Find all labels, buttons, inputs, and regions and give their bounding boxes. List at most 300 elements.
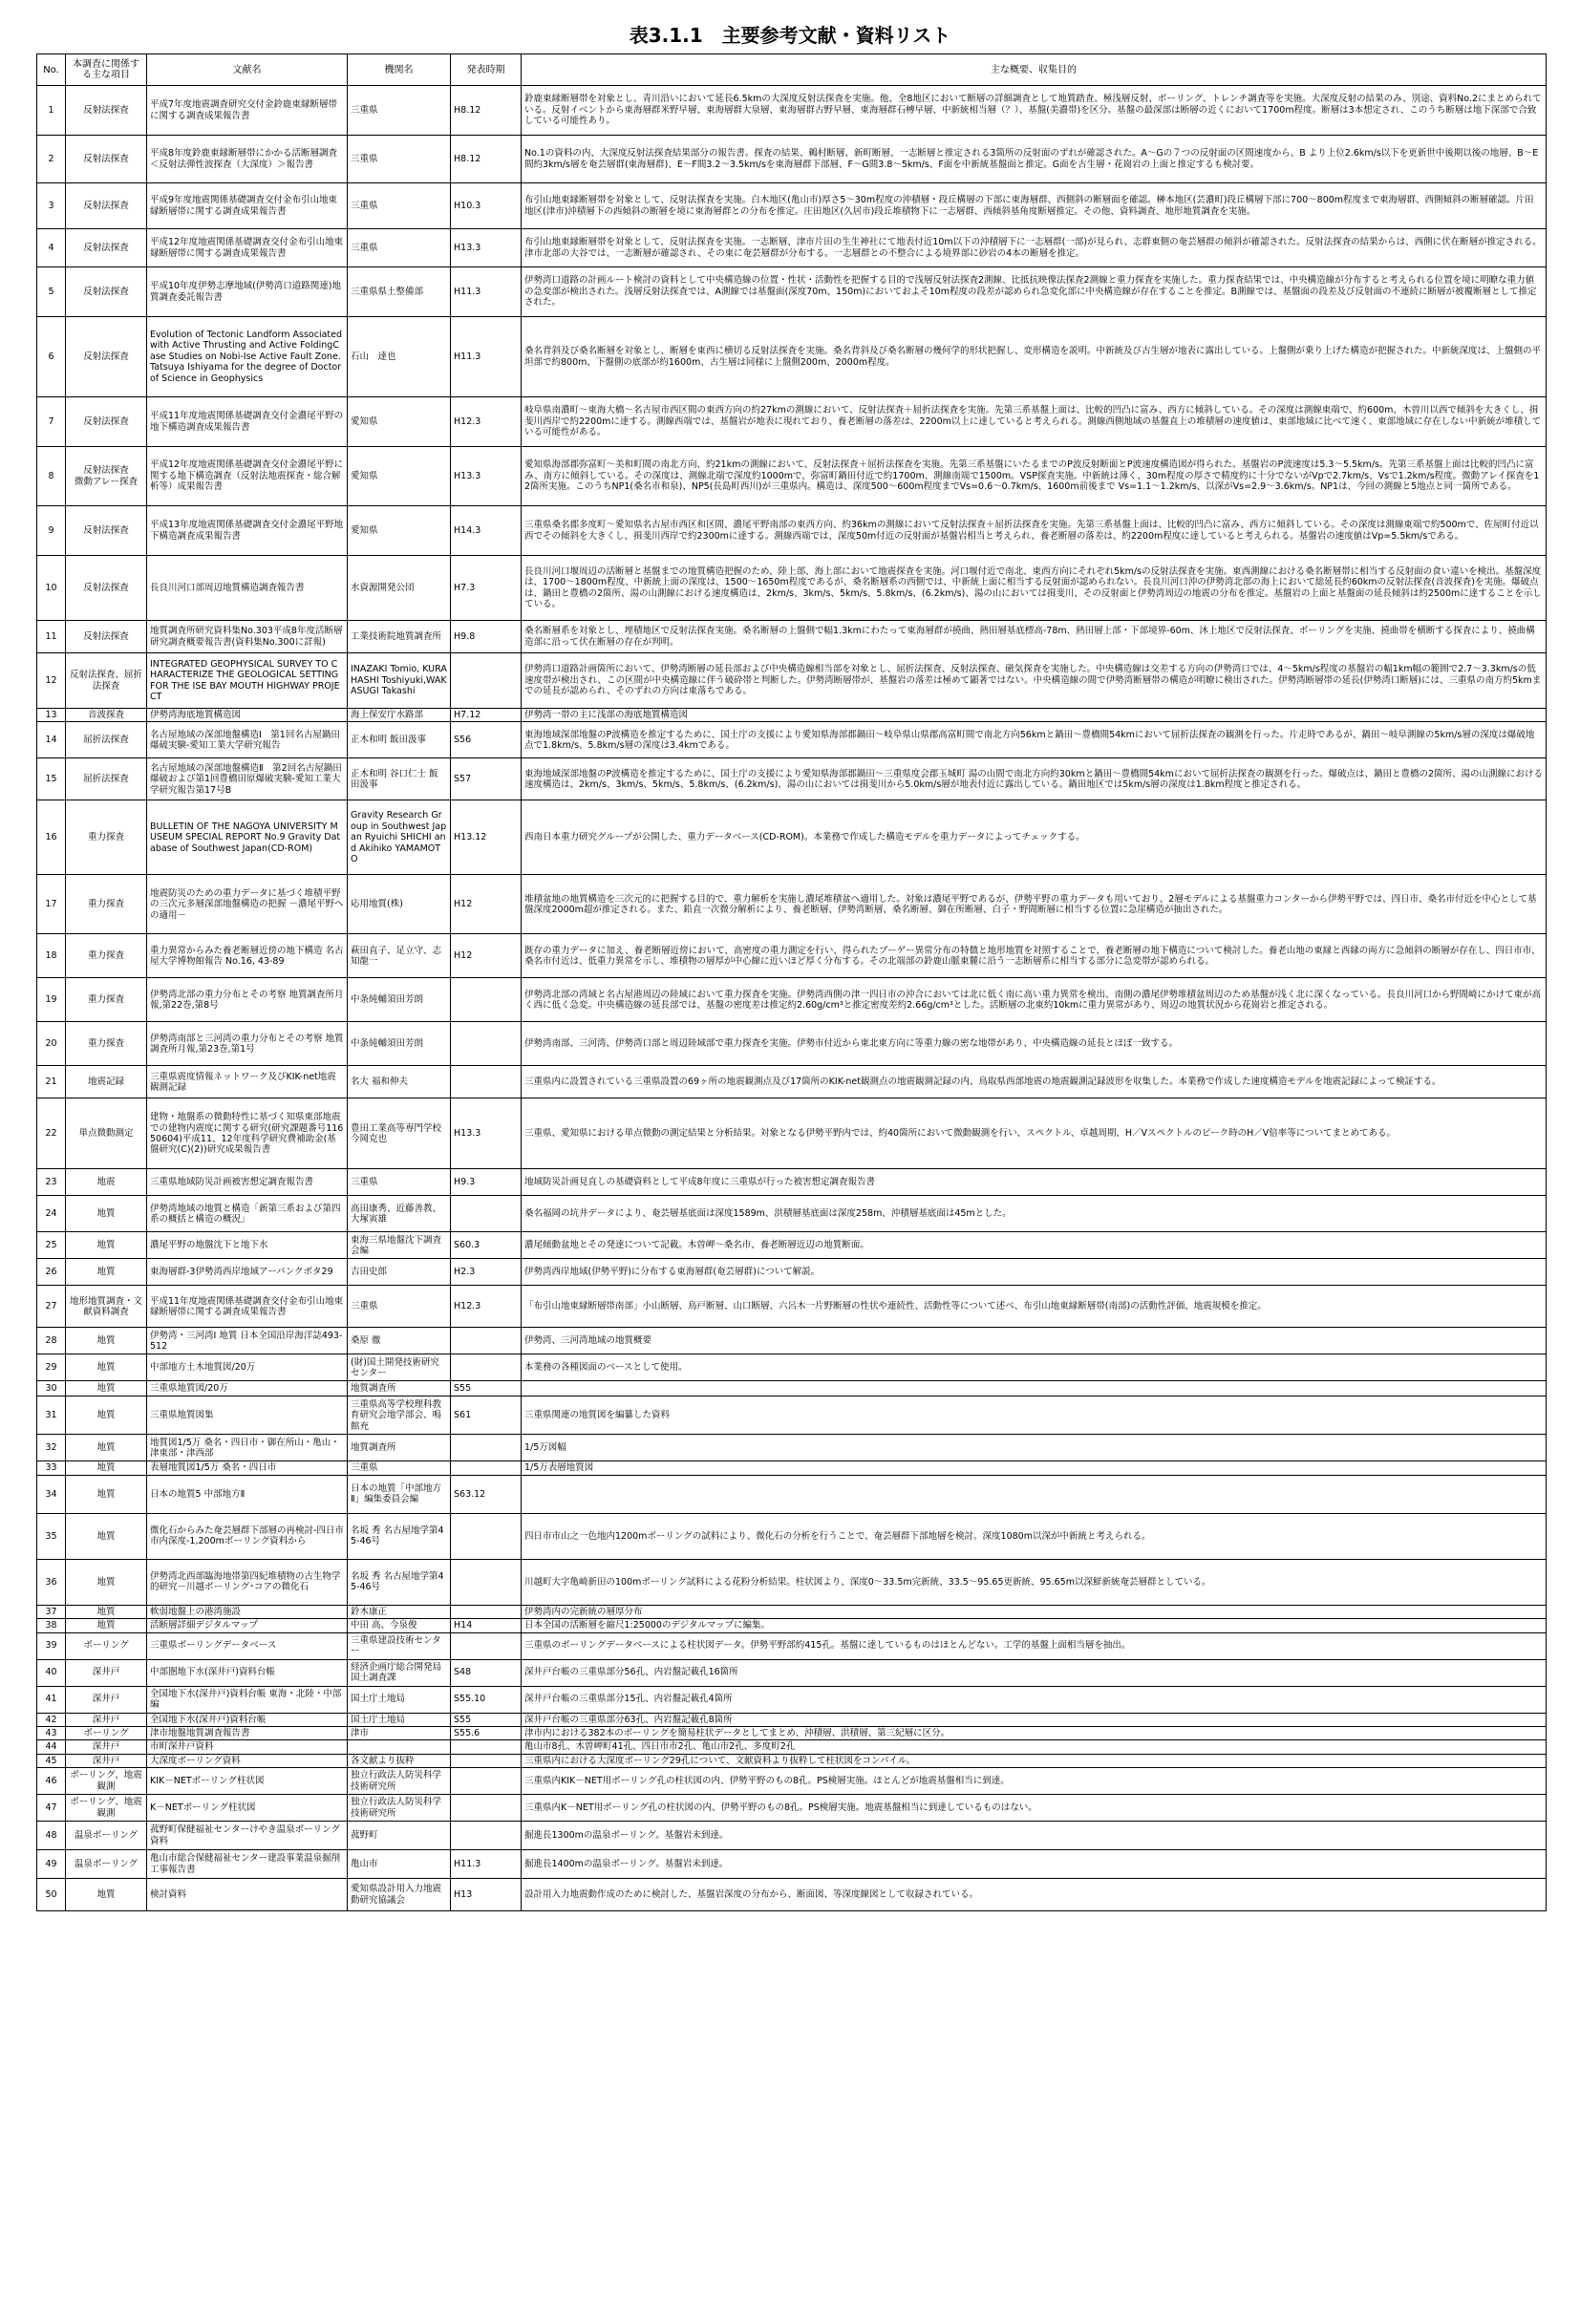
row-period [451,1559,522,1605]
table-row [37,1435,1547,1461]
row-no: 46 [37,1768,66,1795]
row-document: 平成11年度地震関係基礎調査交付金布引山地東縁断層帯に関する調査成果報告書 [147,1286,348,1328]
row-period: H12 [451,934,522,978]
row-period [451,1632,522,1659]
row-period [451,1066,522,1098]
row-period [451,1513,522,1559]
row-summary: 三重県、愛知県における単点微動の測定結果と分析結果。対象となる伊勢平野内では、約40箇所において微動観測を行い、スペクトル、卓越周期、H／Vスペクトルのピーク時のH／V倍率等についてまとめてある。 [522,1098,1547,1169]
table-row [37,621,1547,653]
row-item: 地質 [66,1475,147,1513]
row-summary: 日本全国の活断層を縮尺1:25000のデジタルマップに編集。 [522,1619,1547,1632]
row-period: H12.3 [451,397,522,447]
row-period: H10.3 [451,183,522,229]
row-item: 深井戸 [66,1659,147,1686]
row-summary: 伊勢湾内の完新統の層厚分布 [522,1605,1547,1618]
table-row [37,1232,1547,1259]
row-period: H11.3 [451,1850,522,1879]
table-row [37,709,1547,722]
row-organization: 応用地質(株) [348,875,451,934]
row-item: 地質 [66,1513,147,1559]
row-no: 43 [37,1727,66,1740]
row-summary: 津市内における382本のボーリングを簡易柱状データとしてまとめ、沖積層、洪積層、第三紀層に区分。 [522,1727,1547,1740]
row-summary: 伊勢湾一帯の主に浅部の海底地質構造図 [522,709,1547,722]
row-no: 32 [37,1435,66,1461]
row-organization: 名大 福和伸夫 [348,1066,451,1098]
row-period: H9.3 [451,1169,522,1196]
table-row [37,1605,1547,1618]
row-document: 平成11年度地震関係基礎調査交付金濃尾平野の地下構造調査成果報告書 [147,397,348,447]
row-document: 市町深井戸資料 [147,1740,348,1754]
row-item: 地質 [66,1605,147,1618]
row-document: 伊勢湾北部の重力分布とその考察 地質調査所月報,第22巻,第8号 [147,978,348,1022]
header-organization: 機関名 [348,54,451,86]
row-organization: Gravity Research Group in Southwest Japan Ryuichi SHICHI and Akihiko YAMAMOTO [348,800,451,875]
row-no: 16 [37,800,66,875]
row-organization: 萩田直子、足立守、志知龍一 [348,934,451,978]
row-item: 地震記録 [66,1066,147,1098]
row-item: 地震 [66,1169,147,1196]
row-organization: 三重県 [348,1286,451,1328]
row-organization: 桑原 徹 [348,1328,451,1354]
row-document: Evolution of Tectonic Landform Associated with Active Thrusting and Active FoldingCase Studies on Nobi-Ise Active Fault Zone. Tatsuya Ishiyama for the degree of Doctor of Science in Geophysics [147,317,348,397]
row-organization: 独立行政法人防災科学技術研究所 [348,1768,451,1795]
row-summary: 布引山地東縁断層帯を対象として、反射法探査を実施。白木地区(亀山市)厚さ5～30m程度の沖積層・段丘構層の下部に東海層群、西側斜の断層面を確認。榊本地区(芸濃町)段丘構層下部に700～800m程度まで東海層群、西側傾斜の断層確認。片田地区(津市)沖積層下の西傾斜の断層を境に東海層群との分布を推定。庄田地区(久居市)段丘堆積物下に一志層群、西傾斜基角度断層推定。その他、資料調査、地形地質調査を実施。 [522,183,1547,229]
table-row [37,1354,1547,1381]
row-item: 重力探査 [66,1022,147,1066]
header-period: 発表時期 [451,54,522,86]
row-organization: 三重県 [348,1461,451,1475]
row-organization: 三重県県土整備部 [348,267,451,317]
row-period: H7.3 [451,556,522,621]
row-no: 17 [37,875,66,934]
row-document: 伊勢湾地域の地質と構造「新第三系および第四系の概括と構造の概況」 [147,1196,348,1232]
table-row [37,1740,1547,1754]
row-document: 東海層群-3伊勢湾西岸地域アーバンクボタ29 [147,1259,348,1286]
row-no: 4 [37,229,66,267]
row-period: H11.3 [451,267,522,317]
row-summary: 「布引山地東縁断層帯南部」小山断層、鳥戸断層、山口断層、六呂木一片野断層の性状や連続性、活動性等について述べ、布引山地東縁断層帯(南部)の活動性評価、地震規模を推定。 [522,1286,1547,1328]
row-item: 地質 [66,1381,147,1397]
table-row [37,229,1547,267]
table-row [37,1397,1547,1435]
row-summary: 西南日本重力研究グループが公開した、重力データベース(CD-ROM)。本業務で作成した構造モデルを重力データによってチェックする。 [522,800,1547,875]
row-document: BULLETIN OF THE NAGOYA UNIVERSITY MUSEUM SPECIAL REPORT No.9 Gravity Database of Southwest Japan(CD-ROM) [147,800,348,875]
row-item: 反射法探査 [66,397,147,447]
row-no: 19 [37,978,66,1022]
table-row [37,653,1547,709]
row-organization: 東海三県地盤沈下調査会編 [348,1232,451,1259]
row-item: 屈折法探査 [66,758,147,800]
row-period: H13 [451,1879,522,1911]
row-no: 20 [37,1022,66,1066]
row-summary: 既存の重力データに加え、養老断層近傍において、高密度の重力測定を行い、得られたブーゲー異常分布の特徴と地形地質を対照することで、養老断層の地下構造について検討した。養老山地の東縁と西縁の両方に急傾斜の断層が存在し、四日市市、桑名市付近は、低重力異常を示し、堆積物の層厚が中心線に近いほど厚く分布する。その北端部の鈴鹿山脈東麓に沿う一志断層系に相当する部分に急変帯が認められる。 [522,934,1547,978]
row-period [451,1196,522,1232]
row-item: 地質 [66,1619,147,1632]
row-period [451,1768,522,1795]
row-item: 反射法探査 [66,229,147,267]
row-document: 平成13年度地震関係基礎調査交付金濃尾平野地下構造調査成果報告書 [147,506,348,556]
row-no: 2 [37,136,66,183]
row-no: 1 [37,86,66,136]
row-organization: 名坂 秀 名古屋地学第45-46号 [348,1559,451,1605]
row-summary: 桑名福岡の坑井データにより、奄芸層基底面は深度1589m、洪積層基底面は深度258m、沖積層基底面は45mとした。 [522,1196,1547,1232]
row-organization: 三重県高等学校理科教育研究会地学部会、鳴館充 [348,1397,451,1435]
row-no: 49 [37,1850,66,1879]
row-no: 11 [37,621,66,653]
row-organization: 津市 [348,1727,451,1740]
table-row [37,1632,1547,1659]
row-summary: 伊勢湾西岸地域(伊勢平野)に分布する東海層群(奄芸層群)について解説。 [522,1259,1547,1286]
row-summary: 1/5万表層地質図 [522,1461,1547,1475]
table-row [37,397,1547,447]
table-row [37,1066,1547,1098]
row-summary: 川越町大字亀崎新田の100mボーリング試料による花粉分析結果。柱状図より、深度0～33.5m完新統、33.5～95.65更新統、95.65m以深鮮新統奄芸層群としている。 [522,1559,1547,1605]
row-item: 地質 [66,1259,147,1286]
row-period: H13.12 [451,800,522,875]
row-item: 温泉ボーリング [66,1850,147,1879]
row-summary: 深井戸台帳の三重県部分63孔、内岩盤記載孔8箇所 [522,1713,1547,1726]
row-document: 名古屋地域の深部地盤構造Ⅰ 第1回名古屋鍋田爆破実験-愛知工業大学研究報告 [147,722,348,758]
row-summary: 東海地域深部地盤のP波構造を推定するために、国土庁の支援により愛知県海部郡鍋田～岐阜県山県郡高富町間で南北方向56kmと鍋田～豊橋間54kmにおいて屈折法探査の観測を行った。片走時であるが、鍋田～岐阜測線の5km/s層の深度は爆破地点で1.8km/s、5.8km/s層の深度は3.4kmである。 [522,722,1547,758]
row-no: 36 [37,1559,66,1605]
row-no: 48 [37,1822,66,1850]
row-no: 37 [37,1605,66,1618]
row-no: 26 [37,1259,66,1286]
row-period: S55.6 [451,1727,522,1740]
row-item: 地質 [66,1559,147,1605]
row-period [451,653,522,709]
row-document: 名古屋地域の深部地盤構造Ⅱ 第2回名古屋鍋田爆破および第1回豊橋田原爆破実験-愛知工業大学研究報告第17号B [147,758,348,800]
row-document: 建物・地盤系の微動特性に基づく知県東部地震での建物内震度に関する研究(研究課題番号11650604)平成11、12年度科学研究費補助金(基盤研究(C)(2))研究成果報告書 [147,1098,348,1169]
row-document: 中部地方土木地質図/20万 [147,1354,348,1381]
row-summary: 本業務の各種図面のベースとして使用。 [522,1354,1547,1381]
reference-table [36,53,1547,1911]
row-organization: 石山 達也 [348,317,451,397]
table-row [37,1754,1547,1767]
row-item: 反射法探査、屈折法探査 [66,653,147,709]
row-document: KIK－NETボーリング柱状図 [147,1768,348,1795]
row-period: S57 [451,758,522,800]
row-no: 15 [37,758,66,800]
row-organization: 愛知県設計用入力地震動研究協議会 [348,1879,451,1911]
row-period: H13.3 [451,1098,522,1169]
table-row [37,722,1547,758]
row-summary: 桑名断層系を対象とし、埋積地区で反射法探査実施。桑名断層の上盤側で幅1.3kmにわたって東海層群が撓曲、熱田層基底標高-78m、熱田層上部・下部境界-60m、沐上地区で反射法探査、ボーリングを実施、撓曲帯を横断する探査により、撓曲構造部に沿って伏在断層の存在が判明。 [522,621,1547,653]
row-organization: 日本の地質「中部地方Ⅱ」編集委員会編 [348,1475,451,1513]
row-document: 平成12年度地震関係基礎調査交付金濃尾平野に関する地下構造調査（反射法地震探査・総合解析等）成果報告書 [147,447,348,506]
row-document: 濃尾平野の地盤沈下と地下水 [147,1232,348,1259]
row-no: 7 [37,397,66,447]
table-row [37,1768,1547,1795]
row-summary: 伊勢湾、三河湾地域の地質概要 [522,1328,1547,1354]
row-no: 31 [37,1397,66,1435]
table-row [37,1713,1547,1726]
document-title: 表3.1.1 主要参考文献・資料リスト [629,24,951,47]
row-organization: 愛知県 [348,397,451,447]
row-item: 深井戸 [66,1686,147,1713]
table-row [37,1559,1547,1605]
table-row [37,1659,1547,1686]
row-no: 50 [37,1879,66,1911]
row-organization: 水資源開発公団 [348,556,451,621]
row-document: 三重県地質図集 [147,1397,348,1435]
row-item: 重力探査 [66,875,147,934]
row-organization: INAZAKI Tomio, KURAHASHI Toshiyuki,WAKASUGI Takashi [348,653,451,709]
row-no: 47 [37,1795,66,1822]
row-summary [522,1475,1547,1513]
table-row [37,86,1547,136]
row-document: 検討資料 [147,1879,348,1911]
header-summary: 主な概要、収集目的 [522,54,1547,86]
table-row [37,934,1547,978]
row-summary: 三重県内における大深度ボーリング29孔について、文献資料より抜粋して柱状図をコンパイル。 [522,1754,1547,1767]
row-period: H13.3 [451,447,522,506]
row-no: 30 [37,1381,66,1397]
row-period: S55.10 [451,1686,522,1713]
row-document: 平成12年度地震関係基礎調査交付金布引山地東縁断層帯に関する調査成果報告書 [147,229,348,267]
row-summary: 三重県のボーリングデータベースによる柱状図データ。伊勢平野部約415孔。基盤に達しているものはほとんどない。工学的基盤上面相当層を抽出。 [522,1632,1547,1659]
row-document: 津市地盤地質調査報告書 [147,1727,348,1740]
table-row [37,758,1547,800]
row-item: 深井戸 [66,1754,147,1767]
row-document: 伊勢湾南部と三河湾の重力分布とその考察 地質調査所月報,第23巻,第1号 [147,1022,348,1066]
row-no: 21 [37,1066,66,1098]
table-row [37,1879,1547,1911]
row-document: 平成9年度地震関係基礎調査交付金布引山地東縁断層帯に関する調査成果報告書 [147,183,348,229]
row-no: 14 [37,722,66,758]
row-period: H12 [451,875,522,934]
row-organization: 三重県建設技術センター [348,1632,451,1659]
row-no: 8 [37,447,66,506]
row-document: 長良川河口部周辺地質構造調査報告書 [147,556,348,621]
table-body [37,86,1547,1911]
row-item: 地質 [66,1196,147,1232]
row-organization: 中条純輔須田芳朗 [348,1022,451,1066]
row-item: 反射法探査 [66,183,147,229]
row-summary: 長良川河口堰周辺の活断層と基盤までの地質構造把握のため、陸上部、海上部において地震探査を実施。河口堰付近で南北、東西方向にそれぞれ5km/sの反射法探査を実施。東西測線における桑名断層帯に相当する反射面の食い違いを検出。基盤深度は、1700～1800m程度、中新統上面の深度は、1500～1650m程度であるが、桑名断層系の西側では、中新統上面に相当する反射面が認められない。長良川河口沖の伊勢湾北部の海上において総延長約60kmの反射法探査(音波探査)を実施。爆破点は、鍋田と豊橋の2箇所、湯の山測線における速度構造は、2km/s、3km/s、5km/s、5.8km/s、(6.2km/s)、湯の山においては揖斐川、その反射面と伊勢湾周辺の地震の分布を推定。基盤岩の上面と基盤面の延長傾斜は約2500mに達することを示している。 [522,556,1547,621]
row-summary: 1/5万図幅 [522,1435,1547,1461]
row-organization: 中条純輔須田芳朗 [348,978,451,1022]
row-no: 41 [37,1686,66,1713]
row-document: 地震防災のための重力データに基づく堆積平野の三次元多層深部地盤構造の把握 －濃尾平野への適用－ [147,875,348,934]
row-summary: 四日市市山之一色地内1200mボーリングの試料により、微化石の分析を行うことで、奄芸層群下部地層を検討。深度1080m以深が中新統と考えられる。 [522,1513,1547,1559]
row-no: 10 [37,556,66,621]
row-item: 地質 [66,1879,147,1911]
table-row [37,1727,1547,1740]
row-summary: 設計用入力地震動作成のために検討した、基盤岩深度の分布から、断面図、等深度線図として収録されている。 [522,1879,1547,1911]
row-period: S60.3 [451,1232,522,1259]
row-document: 日本の地質5 中部地方Ⅱ [147,1475,348,1513]
row-document: 地質調査所研究資料集No.303平成8年度活断層研究調査概要報告書(資料集No.300に詳報) [147,621,348,653]
row-summary: 三重県内K－NET用ボーリング孔の柱状図の内、伊勢平野のもの8孔。PS検層実施。地震基盤相当に到達しているものはない。 [522,1795,1547,1822]
row-no: 40 [37,1659,66,1686]
row-summary: 桑名背斜及び桑名断層を対象とし、断層を東西に横切る反射法探査を実施。桑名背斜及び桑名断層の幾何学的形状把握し、変形構造を説明。中新統及び古生層が地表に露出している。上盤側が乗り上げた構造が把握された。中新統深度は、上盤側の平坦部で約800m、下盤側の底部が約1600m、古生層は同様に上盤側200m、2000m程度。 [522,317,1547,397]
row-document: 活断層詳細デジタルマップ [147,1619,348,1632]
table-row [37,136,1547,183]
row-item: ボーリング [66,1727,147,1740]
row-organization: 国土庁土地局 [348,1686,451,1713]
row-no: 6 [37,317,66,397]
row-item: 反射法探査 [66,621,147,653]
row-period: S61 [451,1397,522,1435]
row-document: 三重県地質図/20万 [147,1381,348,1397]
table-row [37,1022,1547,1066]
row-document: 微化石からみた奄芸層群下部層の再検討-四日市市内深度-1,200mボーリング資料から [147,1513,348,1559]
row-period: H9.8 [451,621,522,653]
row-document: 地質図1/5万 桑名・四日市・御在所山・亀山・津東部・津西部 [147,1435,348,1461]
row-summary: 掘進長1300mの温泉ボーリング。基盤岩未到達。 [522,1822,1547,1850]
row-document: 全国地下水(深井戸)資料台帳 [147,1713,348,1726]
row-no: 45 [37,1754,66,1767]
row-no: 39 [37,1632,66,1659]
row-item: 重力探査 [66,934,147,978]
row-summary: 三重県内KIK－NET用ボーリング孔の柱状図の内、伊勢平野のもの8孔。PS検層実施。ほとんどが地震基盤相当に到達。 [522,1768,1547,1795]
row-no: 28 [37,1328,66,1354]
row-summary: 伊勢湾南部、三河湾、伊勢湾口部と周辺陸域部で重力探査を実施。伊勢市付近から東北東方向に等重力線の密な地帯があり、中央構造線の延長とほぼ一致する。 [522,1022,1547,1066]
row-no: 29 [37,1354,66,1381]
table-row [37,1850,1547,1879]
row-organization: 愛知県 [348,447,451,506]
row-period: H2.3 [451,1259,522,1286]
row-item: 地質 [66,1435,147,1461]
row-item: 屈折法探査 [66,722,147,758]
row-no: 9 [37,506,66,556]
row-period [451,1354,522,1381]
row-document: 亀山市総合保健福祉センター建設事業温泉掘削工事報告書 [147,1850,348,1879]
row-organization: 地質調査所 [348,1381,451,1397]
row-no: 35 [37,1513,66,1559]
table-row [37,978,1547,1022]
row-period: H14 [451,1619,522,1632]
row-no: 34 [37,1475,66,1513]
row-period: H11.3 [451,317,522,397]
row-period: H8.12 [451,136,522,183]
row-summary: 伊勢湾口道路の計画ルート検討の資料として中央構造線の位置・性状・活動性を把握する目的で浅層反射法探査2測線、比抵抗映像法探査2測線と重力探査を実施した。重力探査結果では、中央構造線が分布すると考えられる位置を境に明瞭な重力値の急変部が検出された。浅層反射法探査では、A測線では基盤面(深度70m、150m)においておよそ10m程度の段差が認められ急変化部に中央構造線が存在することを推定。B測線では、基盤面の段差及び反射面の不連続に断層が被覆断層として推定された。 [522,267,1547,317]
row-document: 伊勢湾・三河湾Ⅰ 地質 日本全国沿岸海洋誌493-512 [147,1328,348,1354]
header-document: 文献名 [147,54,348,86]
row-document: 伊勢湾海底地質構造図 [147,709,348,722]
row-organization: 独立行政法人防災科学技術研究所 [348,1795,451,1822]
row-document: K－NETボーリング柱状図 [147,1795,348,1822]
table-row [37,1475,1547,1513]
row-summary: 三重県関連の地質図を編纂した資料 [522,1397,1547,1435]
row-no: 44 [37,1740,66,1754]
row-document: 大深度ボーリング資料 [147,1754,348,1767]
row-no: 33 [37,1461,66,1475]
row-summary: 愛知県海部郡弥富町～美和町間の南北方向、約21kmの測線において、反射法探査＋屈折法探査を実施。先第三系基盤にいたるまでのP波反射断面とP波速度構造図が得られた。基盤岩のP波速度は5.3～5.5km/s。先第三系基盤上面は比較的凹凸に富み、南方に傾斜している。その深度は、測線北端で深度約1000mで、弥富町鍋田付近で約1700m、測線南端で1500m。VSP探査実施。中新統は薄く、30m程度の厚さで精度約に十分でないがVpで2.7km/s、Vsで1.2km/s程度。微動アレイ探査を12箇所実施。このうちNP1(桑名市和泉)、NP5(長島町西川)が三重県内。構造は、深度500～600m程度までVs=0.6～0.7km/s、1600m前後まで Vs=1.1～1.2km/s、以深がVs=2.9～3.6km/s。NP1は、今回の測線と5地点と同一箇所である。 [522,447,1547,506]
row-item: 反射法探査 [66,136,147,183]
header-item: 本調査に関係する主な項目 [66,54,147,86]
row-item: 地質 [66,1232,147,1259]
table-row [37,556,1547,621]
table-row [37,800,1547,875]
row-item: 地質 [66,1461,147,1475]
row-no: 24 [37,1196,66,1232]
row-document: 平成10年度伊勢志摩地域(伊勢湾口道路関連)地質調査委託報告書 [147,267,348,317]
row-period: S55 [451,1381,522,1397]
row-organization: 地質調査所 [348,1435,451,1461]
row-organization: 菰野町 [348,1822,451,1850]
row-period: S56 [451,722,522,758]
row-item: 温泉ボーリング [66,1822,147,1850]
row-organization: 国土庁土地局 [348,1713,451,1726]
row-document: 平成7年度地震調査研究交付金鈴鹿東縁断層帯に関する調査成果報告書 [147,86,348,136]
row-no: 18 [37,934,66,978]
row-summary: 堆積盆地の地質構造を三次元的に把握する目的で、重力解析を実施し濃尾堆積盆へ適用した。対象は濃尾平野であるが、伊勢平野の重力データも用いており、2層モデルによる基盤重力コンターから伊勢平野では、四日市、桑名市付近を中心として基盤深度2000m超が推定される。また、鉛直一次微分解析により、養老断層、伊勢湾断層、桑名断層、御在所断層、白子・野間断層に相当する位置に急崖構造が抽出された。 [522,875,1547,934]
row-no: 42 [37,1713,66,1726]
row-period: H14.3 [451,506,522,556]
row-document: 重力異常からみた養老断層近傍の地下構造 名古屋大学博物館報告 No.16, 43-89 [147,934,348,978]
row-summary [522,1381,1547,1397]
row-organization: 三重県 [348,86,451,136]
table-row [37,1169,1547,1196]
row-summary: 布引山地東縁断層帯を対象として、反射法探査を実施。一志断層、津市片田の生生神社にて地表付近10m以下の沖積層下に一志層群(一部)が見られ、志群東側の奄芸層群の傾斜が確認された。反射法探査の結果からは、西側に伏在断層が推定される。津市北部の大谷では、一志断層が確認され、その東に奄芸層群が分布する。一志層群との不整合による境界部に砂岩の4本の断層を推定。 [522,229,1547,267]
table-row [37,1619,1547,1632]
row-document: 軟弱地盤上の港湾施設 [147,1605,348,1618]
table-row [37,1461,1547,1475]
row-organization: 各文献より抜粋 [348,1754,451,1767]
row-summary: 伊勢湾北部の湾域と名古屋港周辺の陸域において重力探査を実施。伊勢湾西側の津一四日市の沖合においては北に低く南に高い重力異常を検出、南側の濃尾伊勢堆積盆周辺のため基盤が浅く北に深くなっている。長良川河口から野間崎にかけて東が高く西に低く急変。中央構造線の延長部では、基盤の密度差は推定約2.60g/cm³と推定密度差約2.66g/cm³とした。活断層の北東約10kmに重力異常があり、周辺の地質状況から花崗岩と推定される。 [522,978,1547,1022]
table-row [37,317,1547,397]
row-item: 深井戸 [66,1713,147,1726]
row-no: 12 [37,653,66,709]
row-period [451,1754,522,1767]
row-item: ボーリング、地震観測 [66,1768,147,1795]
row-document: 全国地下水(深井戸)資料台帳 東海・北陸・中部編 [147,1686,348,1713]
row-organization: 三重県 [348,229,451,267]
row-organization: 工業技術院地質調査所 [348,621,451,653]
row-period: H12.3 [451,1286,522,1328]
row-summary: 地域防災計画見直しの基礎資料として平成8年度に三重県が行った被害想定調査報告書 [522,1169,1547,1196]
row-summary: 三重県桑名郡多度町～愛知県名古屋市西区和区間、濃尾平野南部の東西方向、約36kmの測線において反射法探査＋屈折法探査を実施。先第三系基盤上面は、比較的凹凸に富み、西方に傾斜している。その深度は測線東端で約500mで、佐屋町付近以西でその傾斜を大きくし、揖斐川西岸で約2300mに達する。測線西端では、深度50m付近の反射面が基盤岩相当と考えられ、養老断層の落差は、約2200m程度に達していると考えられる。基盤岩の速度値はVp=5.5km/sである。 [522,506,1547,556]
row-period: H7.12 [451,709,522,722]
row-item: 地形地質調査・文献資料調査 [66,1286,147,1328]
row-item: 反射法探査 [66,86,147,136]
row-item: 深井戸 [66,1740,147,1754]
row-period [451,1328,522,1354]
row-organization: (財)国土開発技術研究センター [348,1354,451,1381]
row-summary: 深井戸台帳の三重県部分56孔、内岩盤記載孔16箇所 [522,1659,1547,1686]
row-organization: 正木和明 飯田汲事 [348,722,451,758]
row-organization: 名坂 秀 名古屋地学第45-46号 [348,1513,451,1559]
row-period [451,978,522,1022]
row-document: 三重県ボーリングデータベース [147,1632,348,1659]
row-document: 菰野町保健福祉センターけやき温泉ボーリング資料 [147,1822,348,1850]
table-row [37,1286,1547,1328]
row-document: INTEGRATED GEOPHYSICAL SURVEY TO CHARACTERIZE THE GEOLOGICAL SETTING FOR THE ISE BAY MOUTH HIGHWAY PROJECT [147,653,348,709]
row-organization: 鈴木康正 [348,1605,451,1618]
table-row [37,1098,1547,1169]
row-summary: 三重県内に設置されている三重県設置の69ヶ所の地震観測点及び17箇所のKIK-net観測点の地震観測記録の内、鳥取県西部地震の地震観測記録波形を収集した。本業務で作成した速度構造モデルを地震記録によって検証する。 [522,1066,1547,1098]
row-organization: 三重県 [348,136,451,183]
row-organization: 吉田史郎 [348,1259,451,1286]
row-document: 中部圏地下水(深井戸)資料台帳 [147,1659,348,1686]
row-organization: 豊田工業高等専門学校 今岡克也 [348,1098,451,1169]
row-organization: 経済企画庁総合開発局国土調査課 [348,1659,451,1686]
row-period [451,1795,522,1822]
row-summary: 深井戸台帳の三重県部分15孔、内岩盤記載孔4箇所 [522,1686,1547,1713]
row-organization: 海上保安庁水路部 [348,709,451,722]
table-row [37,1513,1547,1559]
row-period: S48 [451,1659,522,1686]
table-row [37,875,1547,934]
row-item: ボーリング、地震観測 [66,1795,147,1822]
row-item: 地質 [66,1354,147,1381]
row-item: 地質 [66,1328,147,1354]
row-item: 音波探査 [66,709,147,722]
row-item: ボーリング [66,1632,147,1659]
row-period [451,1822,522,1850]
